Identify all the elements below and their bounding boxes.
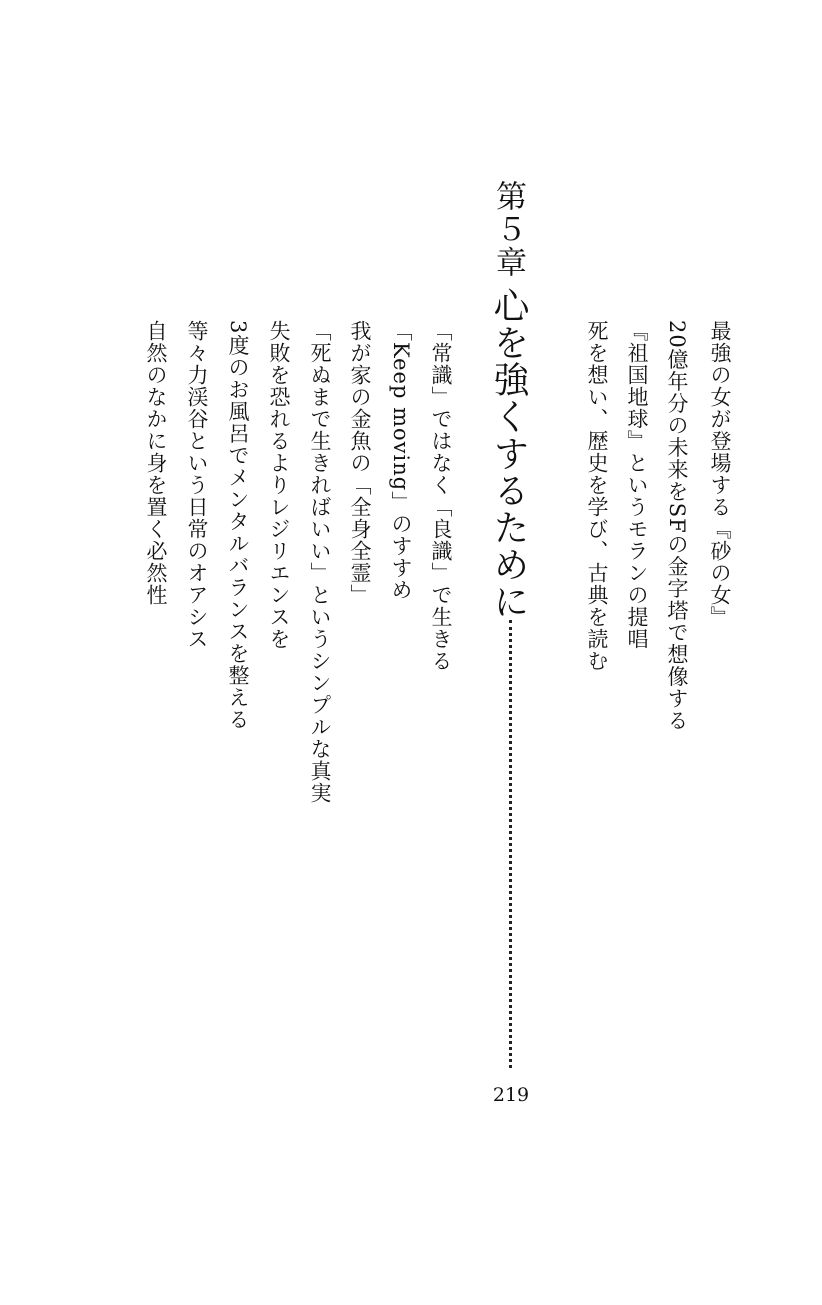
toc-entry[interactable]: 死を想い、歴史を学び、古典を読む xyxy=(585,320,609,672)
toc-entry[interactable]: 「Keep moving」のすすめ xyxy=(389,320,413,602)
toc-entry[interactable]: 3度のお風呂でメンタルバランスを整える xyxy=(226,320,250,731)
toc-entry[interactable]: 自然のなかに身を置く必然性 xyxy=(144,320,168,606)
toc-entry[interactable]: 等々力渓谷という日常のオアシス xyxy=(185,320,209,650)
toc-entry[interactable]: 『祖国地球』というモランの提唱 xyxy=(625,320,649,650)
chapter-label: 第５章 xyxy=(490,180,526,279)
toc-entry[interactable]: 最強の女が登場する『砂の女』 xyxy=(708,320,732,628)
toc-entry[interactable]: 「常識」ではなく「良識」で生きる xyxy=(429,320,453,672)
toc-entry[interactable]: 我が家の金魚の「全身全霊」 xyxy=(348,320,372,606)
dot-leader xyxy=(509,620,512,1068)
toc-entry[interactable]: 「死ぬまで生きればいい」というシンプルな真実 xyxy=(308,320,332,804)
chapter-title[interactable]: 心を強くするために xyxy=(488,287,529,620)
page-number: 219 xyxy=(492,1084,530,1106)
toc-entry[interactable]: 20億年分の未来をSFの金字塔で想像する xyxy=(665,320,689,732)
toc-entry[interactable]: 失敗を恐れるよりレジリエンスを xyxy=(267,320,291,650)
